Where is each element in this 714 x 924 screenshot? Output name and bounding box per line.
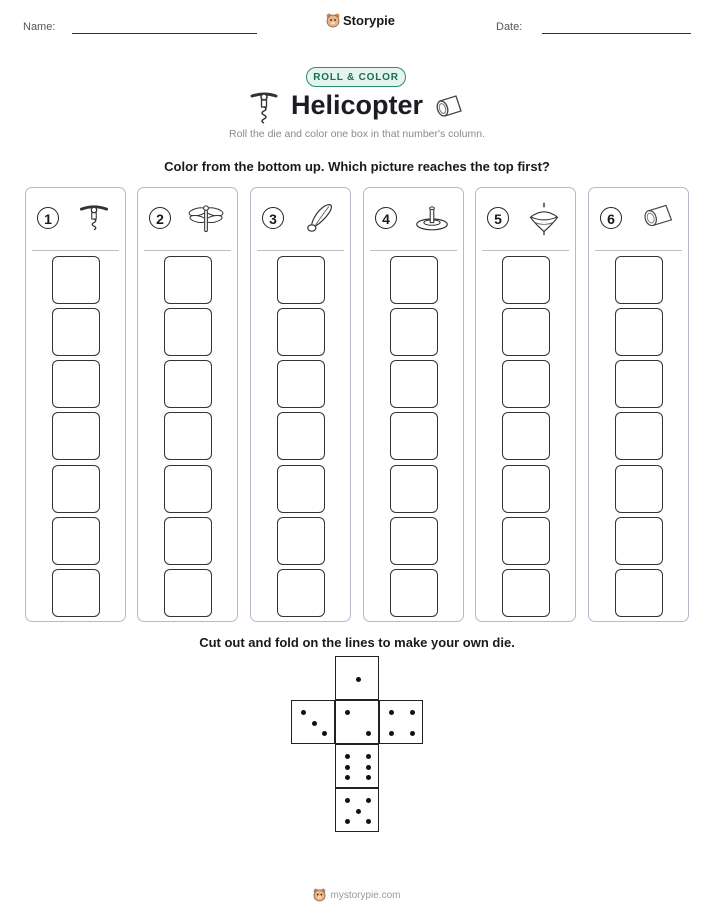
date-line[interactable]	[542, 33, 691, 34]
die-pip	[345, 754, 350, 759]
color-box[interactable]	[502, 308, 550, 356]
paper-tube-icon	[635, 201, 679, 237]
color-box[interactable]	[615, 308, 663, 356]
color-box[interactable]	[390, 465, 438, 513]
die-pip	[389, 710, 394, 715]
column-number: 5	[487, 207, 509, 229]
color-box[interactable]	[52, 360, 100, 408]
name-line[interactable]	[72, 33, 257, 34]
color-box[interactable]	[164, 412, 212, 460]
color-box[interactable]	[390, 308, 438, 356]
color-box[interactable]	[164, 569, 212, 617]
column-divider	[144, 250, 231, 251]
column-5	[475, 187, 576, 622]
column-header	[589, 188, 688, 250]
footer-url: mystorypie.com	[330, 889, 401, 901]
color-box[interactable]	[615, 569, 663, 617]
column-divider	[482, 250, 569, 251]
color-box[interactable]	[615, 465, 663, 513]
color-box[interactable]	[502, 412, 550, 460]
column-1	[25, 187, 126, 622]
color-box[interactable]	[615, 517, 663, 565]
name-label: Name:	[23, 21, 56, 33]
bear-icon	[326, 13, 340, 28]
footer	[0, 888, 714, 902]
column-4	[363, 187, 464, 622]
die-pip	[366, 765, 371, 770]
color-box[interactable]	[277, 569, 325, 617]
instruction-text: Color from the bottom up. Which picture reaches the top first?	[164, 159, 550, 174]
paper-tube-icon	[434, 92, 466, 120]
die-pip	[410, 710, 415, 715]
color-box[interactable]	[164, 308, 212, 356]
color-box[interactable]	[277, 465, 325, 513]
column-3	[250, 187, 351, 622]
dragonfly-icon	[184, 201, 228, 237]
column-divider	[370, 250, 457, 251]
die-pip	[366, 754, 371, 759]
die-pip	[345, 710, 350, 715]
die-pip	[345, 819, 350, 824]
column-header	[251, 188, 350, 250]
color-box[interactable]	[502, 465, 550, 513]
color-box[interactable]	[164, 360, 212, 408]
column-number: 4	[375, 207, 397, 229]
date-label: Date:	[496, 21, 523, 33]
color-box[interactable]	[390, 256, 438, 304]
color-box[interactable]	[277, 412, 325, 460]
column-number: 1	[37, 207, 59, 229]
color-box[interactable]	[615, 360, 663, 408]
roll-color-badge: ROLL & COLOR	[306, 67, 406, 87]
spinning-top-icon	[522, 201, 566, 237]
color-box[interactable]	[615, 412, 663, 460]
color-box[interactable]	[164, 465, 212, 513]
color-box[interactable]	[52, 412, 100, 460]
die-pip	[366, 731, 371, 736]
brand-logo	[326, 13, 395, 28]
color-box[interactable]	[277, 308, 325, 356]
column-6	[588, 187, 689, 622]
color-box[interactable]	[390, 517, 438, 565]
color-box[interactable]	[502, 256, 550, 304]
color-box[interactable]	[52, 517, 100, 565]
die-pip	[312, 721, 317, 726]
die-pip	[366, 775, 371, 780]
die-pip	[301, 710, 306, 715]
column-number: 6	[600, 207, 622, 229]
subtitle: Roll the die and color one box in that number's column.	[229, 128, 485, 140]
die-face-2	[335, 700, 379, 744]
die-pip	[366, 819, 371, 824]
corkscrew-icon	[72, 201, 116, 237]
bear-icon	[313, 888, 326, 902]
die-pip	[389, 731, 394, 736]
corkscrew-icon	[249, 91, 279, 125]
cut-instruction: Cut out and fold on the lines to make your own die.	[199, 635, 515, 650]
column-2	[137, 187, 238, 622]
color-box[interactable]	[277, 517, 325, 565]
column-divider	[595, 250, 682, 251]
die-face-3	[291, 700, 335, 744]
page-title: Helicopter	[290, 90, 424, 120]
color-box[interactable]	[502, 569, 550, 617]
column-divider	[32, 250, 119, 251]
die-face-6	[335, 744, 379, 788]
die-pip	[410, 731, 415, 736]
color-box[interactable]	[164, 517, 212, 565]
die-pip	[356, 809, 361, 814]
die-pip	[356, 677, 361, 682]
die-face-1	[335, 656, 379, 700]
column-number: 3	[262, 207, 284, 229]
color-box[interactable]	[164, 256, 212, 304]
column-header	[26, 188, 125, 250]
color-box[interactable]	[277, 256, 325, 304]
color-box[interactable]	[52, 569, 100, 617]
column-header	[476, 188, 575, 250]
color-box[interactable]	[277, 360, 325, 408]
column-divider	[257, 250, 344, 251]
die-pip	[345, 798, 350, 803]
color-box[interactable]	[390, 360, 438, 408]
color-box[interactable]	[615, 256, 663, 304]
color-box[interactable]	[52, 465, 100, 513]
die-face-4	[379, 700, 423, 744]
column-header	[138, 188, 237, 250]
color-box[interactable]	[52, 256, 100, 304]
maple-seed-icon	[297, 201, 341, 237]
die-pip	[366, 798, 371, 803]
color-box[interactable]	[390, 412, 438, 460]
spinning-top-icon	[410, 201, 454, 237]
column-number: 2	[149, 207, 171, 229]
color-box[interactable]	[52, 308, 100, 356]
color-box[interactable]	[502, 360, 550, 408]
die-pip	[322, 731, 327, 736]
die-pip	[345, 775, 350, 780]
color-box[interactable]	[502, 517, 550, 565]
die-pip	[345, 765, 350, 770]
column-header	[364, 188, 463, 250]
color-box[interactable]	[390, 569, 438, 617]
brand-name: Storypie	[343, 13, 396, 28]
die-face-5	[335, 788, 379, 832]
